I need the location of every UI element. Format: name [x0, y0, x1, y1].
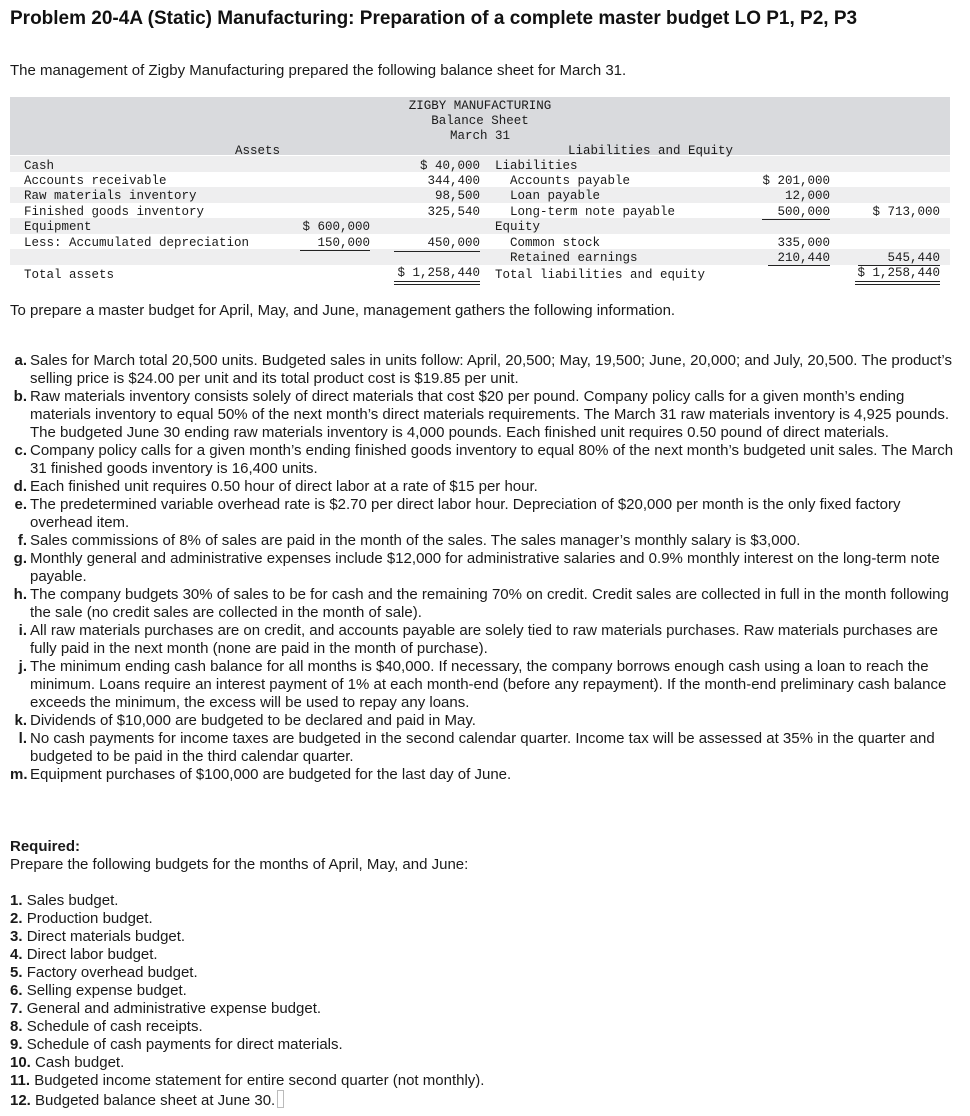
list-item [10, 766, 955, 784]
item-text: Sales commissions of 8% of sales are paid in the month of the sales. The sales manager’s monthly salary is $3,000. [30, 532, 801, 549]
item-text: Each finished unit requires 0.50 hour of direct labor at a rate of $15 per hour. [30, 478, 538, 495]
item-text: Schedule of cash payments for direct materials. [26, 1036, 343, 1053]
asset-gross-amount: 150,000 [317, 236, 370, 250]
total-assets-label: Total assets [24, 268, 115, 282]
item-text: Direct labor budget. [26, 946, 158, 963]
list-item [10, 496, 955, 532]
underline [300, 250, 370, 251]
item-text: No cash payments for income taxes are budgeted in the second calendar quarter. Income tax will be assessed at 35% in the quarter and budgeted to be paid in the third calendar quarter. [30, 730, 935, 765]
underline [768, 265, 830, 266]
item-number: 6. [10, 982, 23, 999]
item-label: l. [18, 730, 27, 747]
asset-amount: $ 40,000 [419, 159, 480, 173]
item-text: Company policy calls for a given month’s ending finished goods inventory to equal 80% of the next month’s budgeted unit sales. The March 31 finished goods inventory is 16,400 units. [30, 442, 954, 477]
list-item [10, 352, 955, 388]
item-text: All raw materials purchases are on credit, and accounts payable are solely tied to raw materials purchases. Raw materials purchases are fully paid in the next month (none are paid in the month of purchase). [30, 622, 938, 657]
asset-label: Less: Accumulated depreciation [24, 236, 250, 250]
item-number: 11. [10, 1072, 31, 1089]
equity-label: Equity [495, 220, 541, 234]
total-assets-amount: $ 1,258,440 [397, 266, 480, 280]
list-item [10, 910, 484, 928]
item-text: The minimum ending cash balance for all months is $40,000. If necessary, the company borrows enough cash using a loan to reach the minimum. Loans require an interest payment of 1% at each month-end (before any repayment). If the month-end preliminary cash balance exceeds the minimum, the excess will be used to repay any loans. [30, 658, 947, 711]
liability-amount: $ 201,000 [762, 174, 830, 188]
item-text: Cash budget. [35, 1054, 125, 1071]
preparation-text: To prepare a master budget for April, May, and June, management gathers the following information. [10, 302, 676, 319]
item-label: m. [10, 766, 28, 783]
item-number: 10. [10, 1054, 31, 1071]
item-text: Equipment purchases of $100,000 are budgeted for the last day of June. [30, 766, 512, 783]
balance-sheet [10, 97, 950, 283]
list-item [10, 712, 955, 730]
asset-gross-amount: $ 600,000 [302, 220, 370, 234]
item-label: a. [14, 352, 27, 369]
double-underline [394, 281, 480, 285]
table-stripe [10, 156, 950, 172]
item-label: d. [13, 478, 27, 495]
double-underline [855, 281, 940, 285]
liabilities-label: Liabilities [495, 159, 578, 173]
statement-date: March 31 [449, 129, 510, 143]
item-label: j. [18, 658, 27, 675]
list-item [10, 928, 484, 946]
text-cursor-box[interactable] [277, 1090, 284, 1108]
item-text: Sales budget. [26, 892, 119, 909]
item-label: f. [17, 532, 27, 549]
list-item [10, 478, 955, 496]
list-item [10, 1054, 484, 1072]
item-text: Production budget. [26, 910, 153, 927]
list-item [10, 622, 955, 658]
item-text: Raw materials inventory consists solely of direct materials that cost $20 per pound. Company policy calls for a given month’s ending materials inventory to equal 50% of the next month’s direct materials requirements. The March 31 raw materials inventory is 4,925 pounds. The budgeted June 30 ending raw materials inventory is 4,000 pounds. Each finished unit requires 0.50 pound of direct materials. [30, 388, 950, 441]
item-number: 1. [10, 892, 23, 909]
item-number: 12. [10, 1092, 31, 1109]
asset-label: Equipment [24, 220, 92, 234]
item-text: The company budgets 30% of sales to be for cash and the remaining 70% on credit. Credit sales are collected in full in the month following the sale (no credit sales are collected in the month of sale). [30, 586, 949, 621]
intro-text: The management of Zigby Manufacturing prepared the following balance sheet for March 31. [10, 62, 627, 79]
total-liabilities-equity-label: Total liabilities and equity [495, 268, 706, 282]
item-label: h. [13, 586, 27, 603]
underline [394, 251, 480, 252]
item-number: 8. [10, 1018, 23, 1035]
list-item [10, 1072, 484, 1090]
required-heading: Required: [10, 838, 81, 855]
list-item [10, 532, 955, 550]
statement-title: Balance Sheet [431, 114, 529, 128]
liability-label: Accounts payable [510, 174, 631, 188]
total-liabilities-amount: $ 713,000 [872, 205, 940, 219]
equity-item-amount: 335,000 [777, 236, 830, 250]
underline [762, 219, 830, 220]
item-number: 4. [10, 946, 23, 963]
item-number: 3. [10, 928, 23, 945]
liability-amount: 12,000 [784, 189, 830, 203]
item-text: The predetermined variable overhead rate is $2.70 per direct labor hour. Depreciation of $20,000 per month is the only fixed factory overhead item. [30, 496, 901, 531]
item-label: c. [14, 442, 27, 459]
item-label: k. [14, 712, 27, 729]
item-text: Selling expense budget. [26, 982, 187, 999]
list-item [10, 1018, 484, 1036]
equity-item-label: Retained earnings [510, 251, 638, 265]
asset-amount: 325,540 [427, 205, 480, 219]
list-item [10, 982, 484, 1000]
page-title: Problem 20-4A (Static) Manufacturing: Preparation of a complete master budget LO P1, P2, P3 [10, 8, 858, 29]
equity-item-amount: 210,440 [777, 251, 830, 265]
list-item [10, 658, 955, 712]
equity-item-label: Common stock [510, 236, 601, 250]
list-item [10, 442, 955, 478]
table-stripe [10, 218, 950, 234]
item-text: Direct materials budget. [26, 928, 186, 945]
asset-amount: 98,500 [434, 189, 480, 203]
item-number: 9. [10, 1036, 23, 1053]
item-text: Monthly general and administrative expenses include $12,000 for administrative salaries and 0.9% monthly interest on the long-term note payable. [30, 550, 940, 585]
item-text: General and administrative expense budget. [26, 1000, 322, 1017]
liabilities-equity-header: Liabilities and Equity [568, 144, 734, 158]
total-equity-amount: 545,440 [887, 251, 940, 265]
item-number: 5. [10, 964, 23, 981]
liability-label: Loan payable [510, 189, 601, 203]
required-text: Prepare the following budgets for the months of April, May, and June: [10, 856, 469, 873]
list-item [10, 1036, 484, 1054]
liability-label: Long-term note payable [510, 205, 676, 219]
item-text: Budgeted balance sheet at June 30. [35, 1092, 276, 1109]
list-item [10, 892, 484, 910]
assets-header: Assets [234, 144, 280, 158]
item-number: 7. [10, 1000, 23, 1017]
list-item [10, 1090, 484, 1110]
item-text: Dividends of $10,000 are budgeted to be declared and paid in May. [30, 712, 476, 729]
item-text: Budgeted income statement for entire second quarter (not monthly). [34, 1072, 485, 1089]
item-text: Schedule of cash receipts. [26, 1018, 203, 1035]
asset-label: Raw materials inventory [24, 189, 197, 203]
list-item [10, 1000, 484, 1018]
item-label: e. [14, 496, 27, 513]
list-item [10, 730, 955, 766]
list-item [10, 946, 484, 964]
asset-amount: 344,400 [427, 174, 480, 188]
list-item [10, 586, 955, 622]
list-item [10, 550, 955, 586]
required-list [10, 892, 484, 1110]
information-list [10, 352, 955, 784]
item-text: Factory overhead budget. [26, 964, 198, 981]
asset-amount: 450,000 [427, 236, 480, 250]
asset-label: Finished goods inventory [24, 205, 205, 219]
list-item [10, 964, 484, 982]
item-label: i. [18, 622, 27, 639]
asset-label: Accounts receivable [24, 174, 167, 188]
liability-amount: 500,000 [777, 205, 830, 219]
item-label: g. [13, 550, 27, 567]
total-liabilities-equity-amount: $ 1,258,440 [857, 266, 940, 280]
item-text: Sales for March total 20,500 units. Budgeted sales in units follow: April, 20,500; May, 19,500; June, 20,000; and July, 20,500. The product’s selling price is $24.00 per unit and its total product cost is $19.85 per unit. [30, 352, 952, 387]
item-number: 2. [10, 910, 23, 927]
list-item [10, 388, 955, 442]
item-label: b. [13, 388, 27, 405]
asset-label: Cash [24, 159, 55, 173]
company-name: ZIGBY MANUFACTURING [408, 99, 552, 113]
